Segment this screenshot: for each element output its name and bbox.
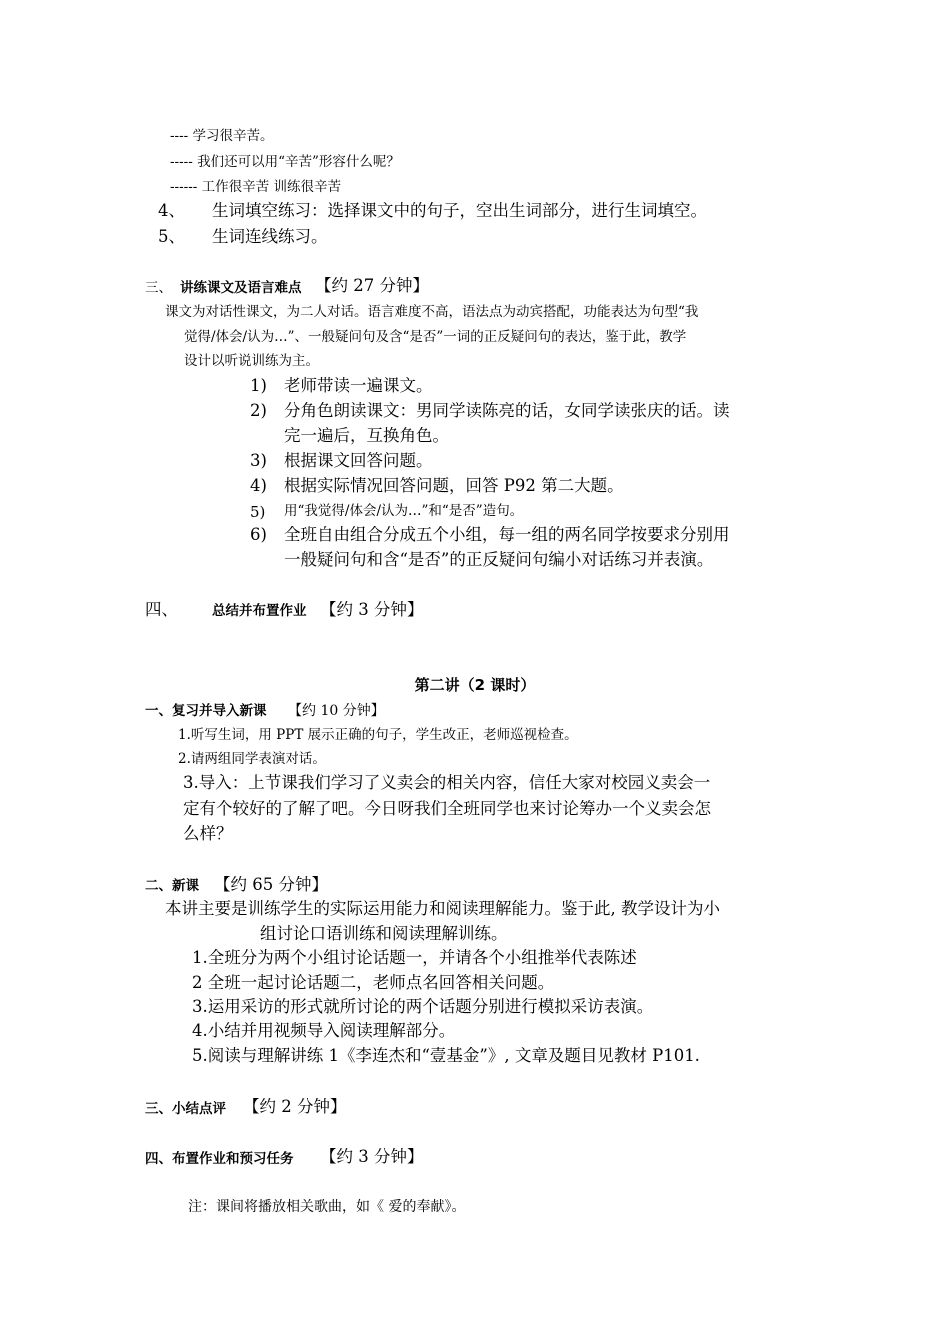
section-heading: 四、布置作业和预习任务	[145, 1151, 294, 1167]
list-item-number: 4、	[158, 201, 185, 220]
paragraph-line: 课文为对话性课文，为二人对话。语言难度不高，语法点为动宾搭配，功能表达为句型“我	[165, 304, 699, 320]
section-heading: 一、复习并导入新课	[145, 703, 267, 719]
page-title: 第二讲（2 课时）	[414, 676, 536, 694]
list-item-text: 全班自由组合分成五个小组，每一组的两名同学按要求分别用	[284, 525, 730, 544]
list-item-text: 完一遍后，互换角色。	[284, 426, 449, 445]
paragraph-line: 1.听写生词，用 PPT 展示正确的句子，学生改正，老师巡视检查。	[178, 727, 578, 743]
list-item-text: 分角色朗读课文：男同学读陈亮的话，女同学读张庆的话。读	[284, 401, 730, 420]
list-item-number: 5、	[158, 227, 185, 246]
list-item-text: 生词填空练习：选择课文中的句子，空出生词部分，进行生词填空。	[212, 201, 707, 220]
paragraph-line: 3.导入：上节课我们学习了义卖会的相关内容，信任大家对校园义卖会一	[183, 773, 711, 792]
list-item-text: 根据实际情况回答问题，回答 P92 第二大题。	[284, 476, 624, 495]
list-item-number: 4)	[250, 476, 267, 495]
list-item: 3.运用采访的形式就所讨论的两个话题分别进行模拟采访表演。	[192, 997, 654, 1016]
paragraph-line: 2.请两组同学表演对话。	[178, 751, 326, 767]
section-heading: 总结并布置作业	[212, 603, 307, 619]
paragraph-line: 组讨论口语训练和阅读理解训练。	[260, 924, 508, 943]
paragraph-line: 本讲主要是训练学生的实际运用能力和阅读理解能力。鉴于此, 教学设计为小	[165, 899, 720, 918]
list-item-text: 生词连线练习。	[212, 227, 328, 246]
paragraph-line: 定有个较好的了解了吧。今日呀我们全班同学也来讨论筹办一个义卖会怎	[183, 799, 711, 818]
section-time: 【约 65 分钟】	[214, 875, 328, 894]
dash-line-3: ------ 工作很辛苦 训练很辛苦	[170, 179, 341, 195]
section-heading: 二、新课	[145, 878, 199, 894]
list-item: 4.小结并用视频导入阅读理解部分。	[192, 1021, 456, 1040]
dash-line-1: ---- 学习很辛苦。	[170, 128, 274, 144]
section-time: 【约 3 分钟】	[320, 1147, 424, 1166]
paragraph-line: 设计以听说训练为主。	[184, 353, 319, 369]
section-time: 【约 10 分钟】	[288, 703, 385, 719]
section-number: 四、	[145, 600, 178, 619]
section-number: 三、	[145, 280, 172, 296]
list-item-text: 根据课文回答问题。	[284, 451, 433, 470]
section-heading: 讲练课文及语言难点	[180, 280, 302, 296]
list-item-text: 一般疑问句和含“是否”的正反疑问句编小对话练习并表演。	[284, 550, 714, 569]
list-item-number: 3)	[250, 451, 267, 470]
list-item: 2 全班一起讨论话题二，老师点名回答相关问题。	[192, 973, 555, 992]
list-item-number: 6)	[250, 525, 267, 544]
paragraph-line: 么样？	[183, 824, 233, 843]
section-time: 【约 2 分钟】	[243, 1097, 347, 1116]
footnote: 注：课间将播放相关歌曲，如《 爱的奉献》。	[188, 1199, 466, 1215]
list-item-number: 5)	[250, 503, 266, 521]
list-item: 5.阅读与理解讲练 1《李连杰和“壹基金”》, 文章及题目见教材 P101.	[192, 1046, 700, 1065]
list-item: 1.全班分为两个小组讨论话题一，并请各个小组推举代表陈述	[192, 948, 637, 967]
dash-line-2: ----- 我们还可以用“辛苦”形容什么呢？	[170, 154, 400, 170]
list-item-text: 老师带读一遍课文。	[284, 376, 433, 395]
list-item-number: 2)	[250, 401, 267, 420]
list-item-number: 1)	[250, 376, 267, 395]
section-time: 【约 3 分钟】	[320, 600, 424, 619]
paragraph-line: 觉得/体会/认为…”、一般疑问句及含“是否”一词的正反疑问句的表达，鉴于此，教学	[184, 329, 687, 345]
section-time: 【约 27 分钟】	[315, 276, 429, 295]
list-item-text: 用“我觉得/体会/认为…”和“是否”造句。	[284, 503, 524, 519]
section-heading: 三、小结点评	[145, 1101, 226, 1117]
